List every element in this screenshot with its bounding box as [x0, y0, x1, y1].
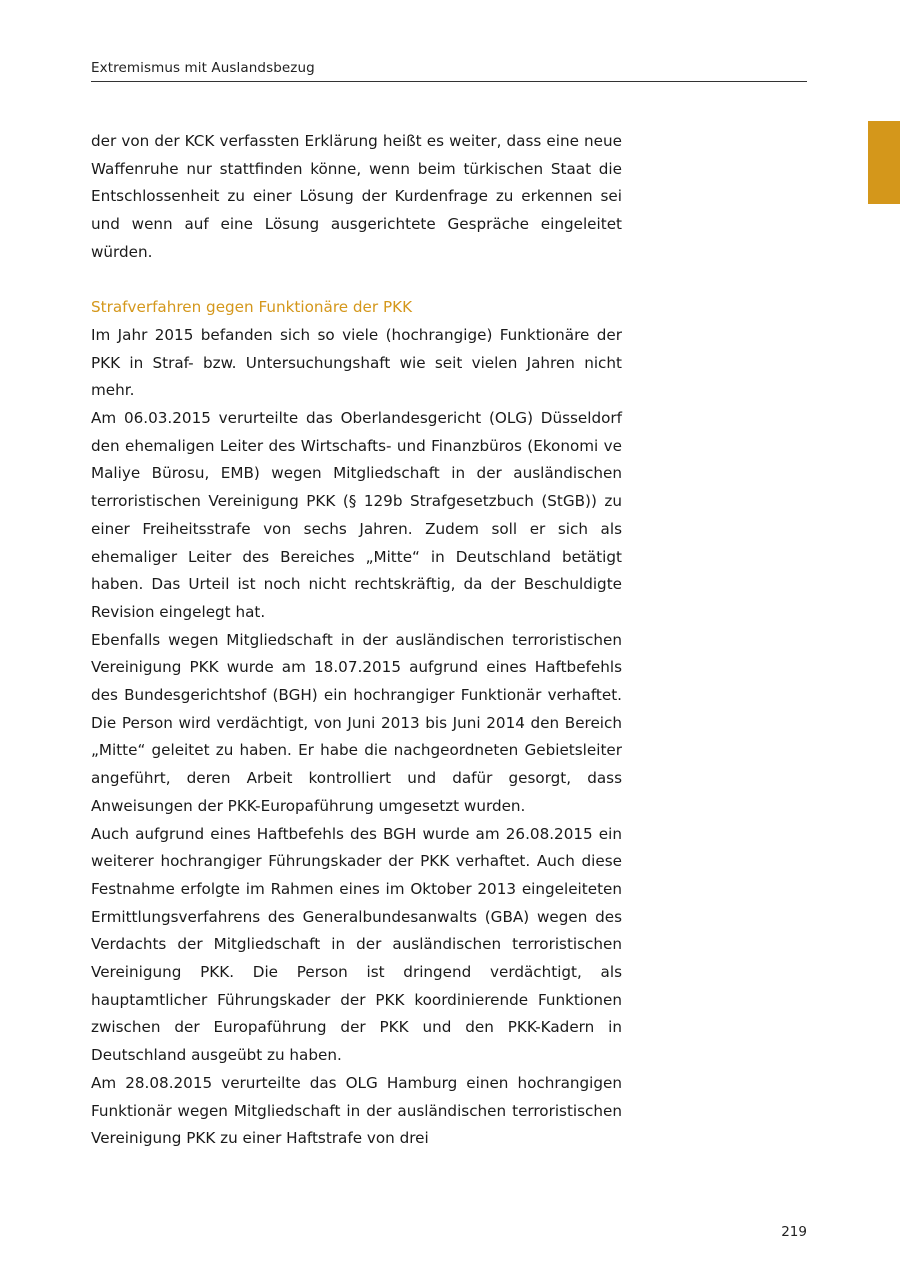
paragraph-arrest-august: Auch aufgrund eines Haftbefehls des BGH wurde am 26.08.2015 ein weiterer hochrangiger Führungskader der PKK verhaftet. Auch diese Festnahme erfolgte im Rahmen eines im Oktober 2013 eingeleiteten Ermittlungsverfahrens des Generalbundesanwalts (GBA) wegen des Verdachts der Mitgliedschaft in der ausländischen terroristischen Vereinigung PKK. Die Person ist dringend verdächtigt, als hauptamtlicher Führungskader der PKK koordinierende Funktionen zwischen der Europaführung der PKK und den PKK-Kadern in Deutschland ausgeübt zu haben.: [91, 824, 622, 1065]
paragraph-arrest-july: Ebenfalls wegen Mitgliedschaft in der ausländischen terroristischen Vereinigung PKK wurde am 18.07.2015 aufgrund eines Haftbefehls des Bundesgerichtshof (BGH) ein hochrangiger Funktionär verhaftet. Die Person wird verdächtigt, von Juni 2013 bis Juni 2014 den Bereich „Mitte“ geleitet zu haben. Er habe die nachgeordneten Gebietsleiter angeführt, deren Arbeit kontrolliert und dafür gesorgt, dass Anweisungen der PKK-Europaführung umgesetzt wurden.: [91, 630, 622, 815]
paragraph-olg-duesseldorf: Am 06.03.2015 verurteilte das Oberlandesgericht (OLG) Düsseldorf den ehemaligen Leiter des Wirtschafts- und Finanzbüros (Ekonomi ve Maliye Bürosu, EMB) wegen Mitgliedschaft in der ausländischen terroristischen Vereinigung PKK (§ 129b Strafgesetzbuch (StGB)) zu einer Freiheitsstrafe von sechs Jahren. Zudem soll er sich als ehemaliger Leiter des Bereiches „Mitte“ in Deutschland betätigt haben. Das Urteil ist noch nicht rechtskräftig, da der Beschuldigte Revision eingelegt hat.: [91, 409, 622, 621]
body-text: [91, 128, 622, 1153]
header-rule: [91, 81, 807, 82]
paragraph-olg-hamburg: Am 28.08.2015 verurteilte das OLG Hamburg einen hochrangigen Funktionär wegen Mitgliedschaft in der ausländischen terroristischen Vereinigung PKK zu einer Haftstrafe von drei: [91, 1073, 622, 1148]
intro-paragraph: der von der KCK verfassten Erklärung heißt es weiter, dass eine neue Waffenruhe nur stattfinden könne, wenn beim türkischen Staat die Entschlossenheit zu einer Lösung der Kurdenfrage zu erkennen sei und wenn auf eine Lösung ausgerichtete Gespräche eingeleitet würden.: [91, 132, 622, 261]
paragraph-haft-overview: Im Jahr 2015 befanden sich so viele (hochrangige) Funktionäre der PKK in Straf- bzw. Untersuchungshaft wie seit vielen Jahren nicht mehr.: [91, 325, 622, 400]
running-header: Extremismus mit Auslandsbezug: [91, 60, 315, 76]
chapter-tab-marker: [868, 121, 900, 204]
section-heading: Strafverfahren gegen Funktionäre der PKK: [91, 298, 413, 317]
page-number: 219: [781, 1224, 807, 1240]
